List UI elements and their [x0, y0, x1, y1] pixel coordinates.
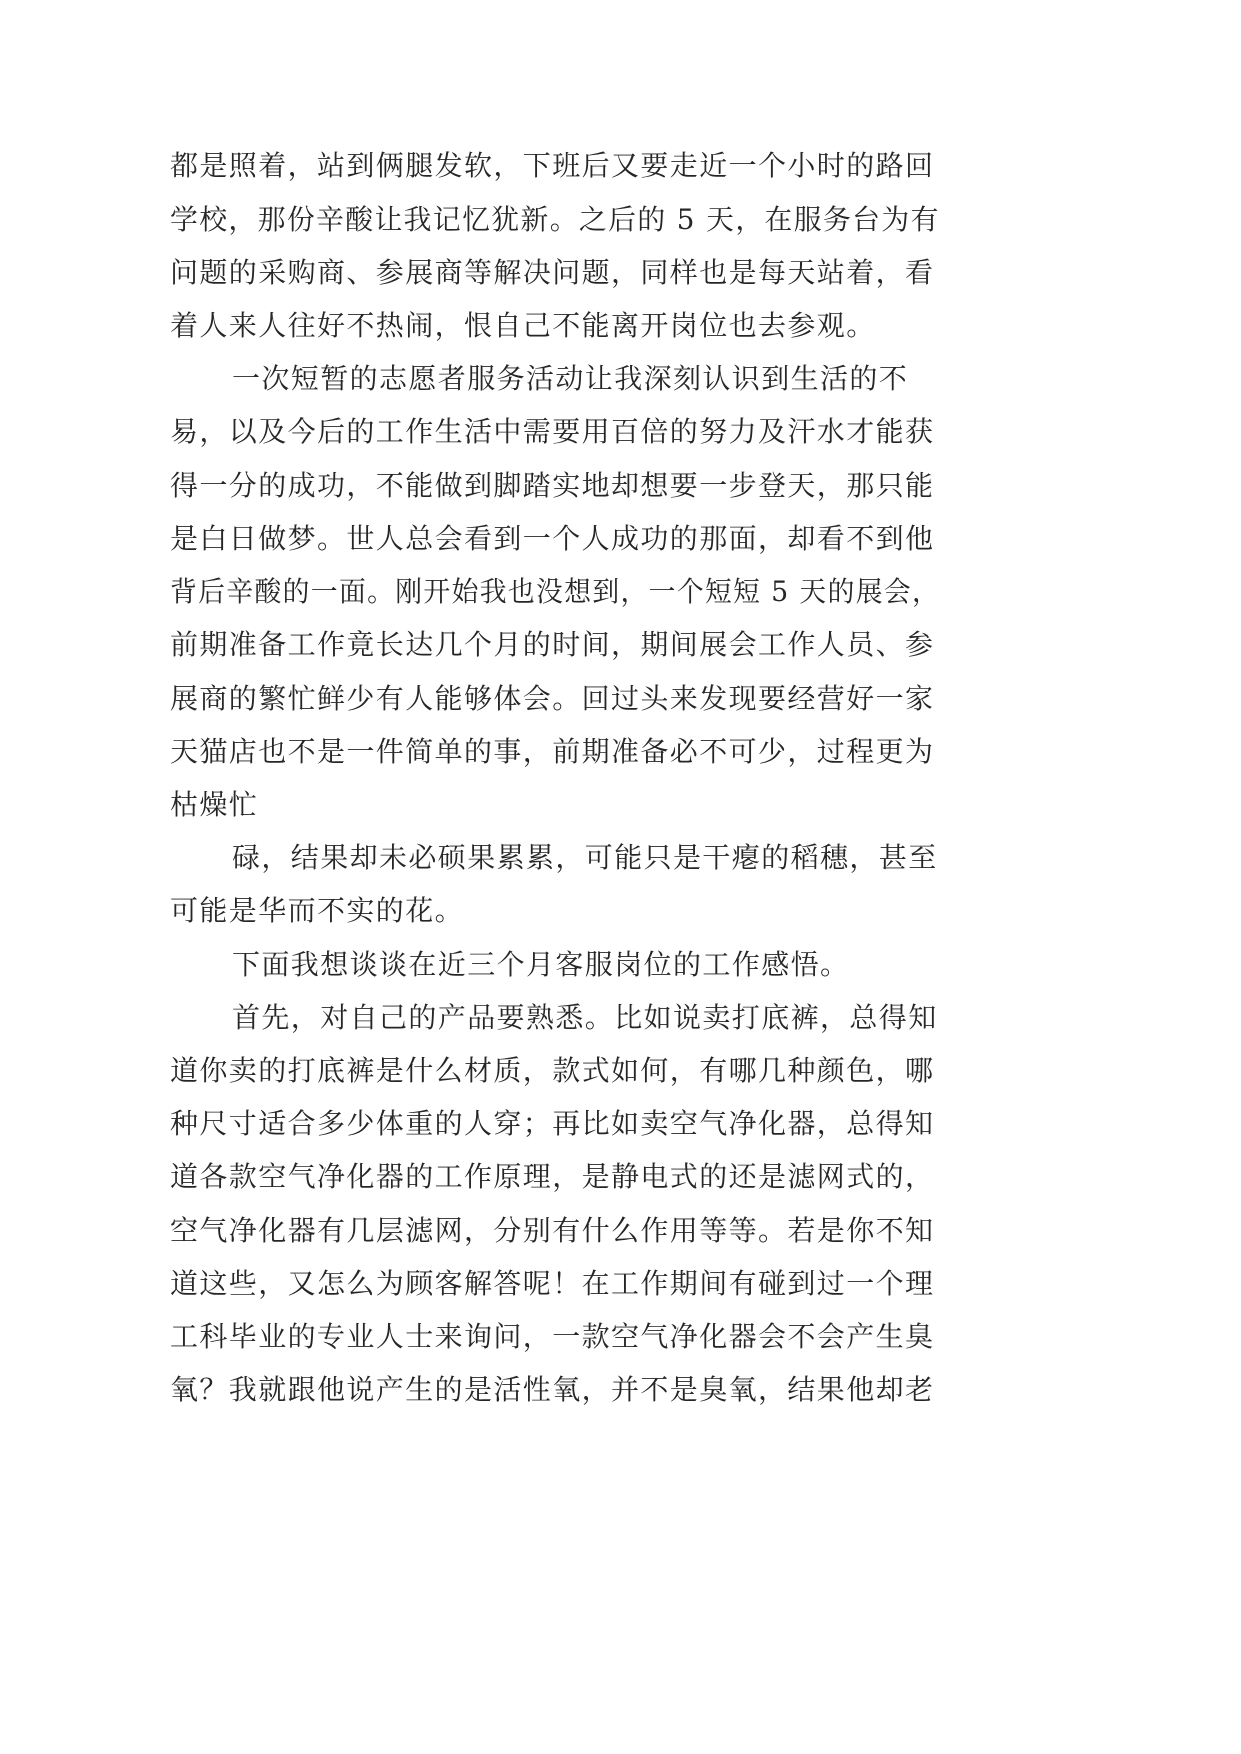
text-line: 得一分的成功，不能做到脚踏实地却想要一步登天，那只能	[170, 469, 935, 502]
text-line: 展商的繁忙鲜少有人能够体会。回过头来发现要经营好一家	[170, 682, 935, 715]
text-line: 氧？我就跟他说产生的是活性氧，并不是臭氧，结果他却老	[170, 1373, 935, 1406]
text-line: 首先，对自己的产品要熟悉。比如说卖打底裤，总得知	[232, 1001, 938, 1034]
text-line: 背后辛酸的一面。刚开始我也没想到，一个短短 5 天的展会，	[170, 575, 941, 608]
text-line: 一次短暂的志愿者服务活动让我深刻认识到生活的不	[232, 362, 909, 395]
text-line: 道你卖的打底裤是什么材质，款式如何，有哪几种颜色，哪	[170, 1054, 935, 1087]
text-line: 碌，结果却未必硕果累累，可能只是干瘪的稻穗，甚至	[232, 841, 938, 874]
text-line: 枯燥忙	[170, 788, 259, 821]
text-line: 问题的采购商、参展商等解决问题，同样也是每天站着，看	[170, 256, 935, 289]
text-line: 易，以及今后的工作生活中需要用百倍的努力及汗水才能获	[170, 415, 935, 448]
text-line: 前期准备工作竟长达几个月的时间，期间展会工作人员、参	[170, 628, 935, 661]
text-line: 着人来人往好不热闹，恨自己不能离开岗位也去参观。	[170, 309, 876, 342]
text-line: 可能是华而不实的花。	[170, 894, 465, 927]
text-line: 道各款空气净化器的工作原理，是静电式的还是滤网式的，	[170, 1160, 935, 1193]
text-line: 都是照着，站到俩腿发软，下班后又要走近一个小时的路回	[170, 149, 935, 182]
text-line: 道这些，又怎么为顾客解答呢！在工作期间有碰到过一个理	[170, 1267, 935, 1300]
text-line: 是白日做梦。世人总会看到一个人成功的那面，却看不到他	[170, 522, 935, 555]
text-line: 下面我想谈谈在近三个月客服岗位的工作感悟。	[232, 948, 850, 981]
text-line: 工科毕业的专业人士来询问，一款空气净化器会不会产生臭	[170, 1320, 935, 1353]
text-line: 空气净化器有几层滤网，分别有什么作用等等。若是你不知	[170, 1214, 935, 1247]
text-line: 种尺寸适合多少体重的人穿；再比如卖空气净化器，总得知	[170, 1107, 935, 1140]
text-line: 学校，那份辛酸让我记忆犹新。之后的 5 天，在服务台为有	[170, 203, 940, 236]
text-line: 天猫店也不是一件简单的事，前期准备必不可少，过程更为	[170, 735, 935, 768]
